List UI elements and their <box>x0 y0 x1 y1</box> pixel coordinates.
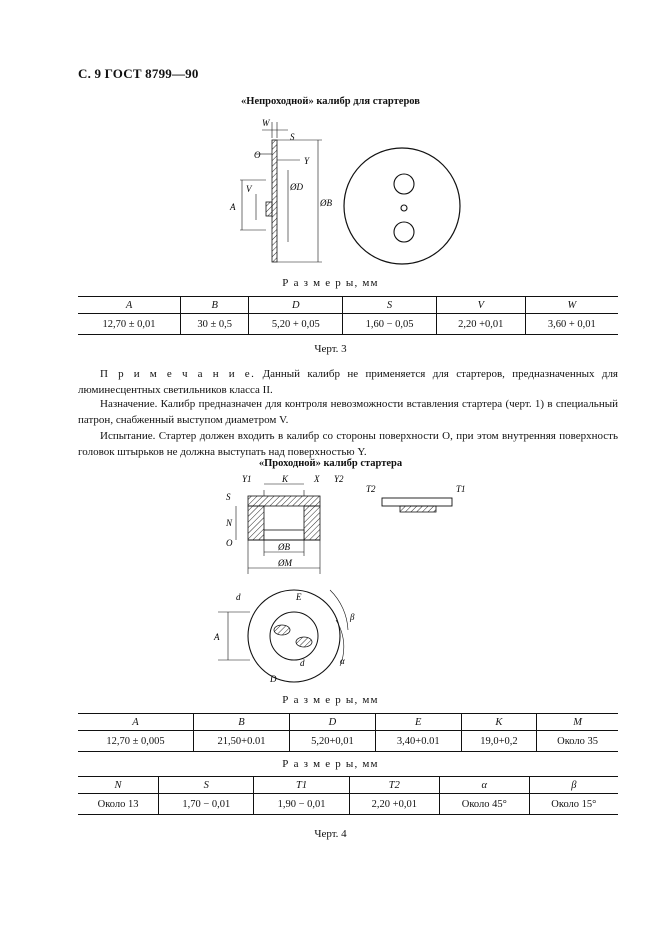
table-header: A <box>78 714 193 731</box>
table-cell: Около 45° <box>439 794 529 815</box>
table-cell: 5,20 + 0,05 <box>249 314 343 335</box>
table-cell: 1,70 − 0,01 <box>159 794 254 815</box>
figure-3-drawing <box>0 110 661 270</box>
table-cell: 12,70 ± 0,01 <box>78 314 181 335</box>
gauge2-dimensions-table-1 <box>78 713 618 752</box>
gauge2-right-wall <box>304 506 320 540</box>
fig4-label-n: N <box>226 518 233 528</box>
fig4-label-d1: d <box>236 592 241 602</box>
fig4-label-beta: β <box>350 612 355 622</box>
gauge2-caption: «Проходной» калибр стартера <box>258 458 403 469</box>
gauge2-top-plate <box>248 496 320 506</box>
table-cell: 2,20 +0,01 <box>436 314 525 335</box>
gauge1-caption: «Непроходной» калибр для стартеров <box>241 96 420 107</box>
table-header: E <box>375 714 461 731</box>
chert-4-label: Черт. 4 <box>314 828 347 840</box>
gauge2-dims-label-2: Р а з м е р ы, мм <box>282 758 379 770</box>
fig4-label-s: S <box>226 492 231 502</box>
fig4-label-m: ØM <box>278 558 292 568</box>
table-cell: Около 13 <box>78 794 159 815</box>
fig4-label-k: K <box>282 474 289 484</box>
note-paragraph <box>78 366 618 398</box>
gauge2-cavity <box>264 530 304 540</box>
table-header: N <box>78 777 159 794</box>
fig3-label-a: A <box>230 202 236 212</box>
fig3-label-d: ØD <box>290 182 303 192</box>
fig3-label-b: ØB <box>320 198 332 208</box>
table-cell: 19,0+0,2 <box>461 731 536 752</box>
fig4-label-y2: Y2 <box>334 474 344 484</box>
table-cell: 1,90 − 0,01 <box>254 794 349 815</box>
figure-4-drawing <box>0 470 661 690</box>
table-cell: Около 35 <box>537 731 618 752</box>
fig4-label-d-cap: D <box>270 674 277 684</box>
gauge1-dims-label: Р а з м е р ы, мм <box>282 277 379 289</box>
table-header: W <box>525 297 618 314</box>
table-header: T1 <box>254 777 349 794</box>
gauge2-side-slot <box>400 506 436 512</box>
fig3-label-w: W <box>262 118 270 128</box>
gauge2-left-wall <box>248 506 264 540</box>
note-lead: П р и м е ч а н и е. <box>100 368 256 380</box>
fig3-label-v: V <box>246 184 252 194</box>
fig4-label-t1: T1 <box>456 484 466 494</box>
table-header: A <box>78 297 181 314</box>
fig3-label-s: S <box>290 132 295 142</box>
gauge1-plate-section <box>272 140 277 262</box>
table-cell: 5,20+0,01 <box>290 731 376 752</box>
table-header: B <box>181 297 249 314</box>
table-cell: 12,70 ± 0,005 <box>78 731 193 752</box>
table-header: K <box>461 714 536 731</box>
table-cell: 1,60 − 0,05 <box>343 314 437 335</box>
table-header: T2 <box>349 777 439 794</box>
gauge2-dimensions-table-2 <box>78 776 618 815</box>
table-cell: 21,50+0.01 <box>193 731 289 752</box>
fig3-label-o: O <box>254 150 261 160</box>
table-header: V <box>436 297 525 314</box>
fig4-label-t2: T2 <box>366 484 376 494</box>
fig4-label-x: X <box>314 474 320 484</box>
table-cell: 3,40+0.01 <box>375 731 461 752</box>
table-header: S <box>159 777 254 794</box>
page-header: С. 9 ГОСТ 8799—90 <box>78 66 199 81</box>
gauge1-hole-bottom <box>394 222 414 242</box>
table-header: α <box>439 777 529 794</box>
fig4-label-e: E <box>296 592 302 602</box>
gauge1-pin-section <box>266 202 272 216</box>
gauge2-slot-right <box>296 637 312 647</box>
fig4-label-alpha: α <box>340 656 345 666</box>
gauge1-dimensions-table <box>78 296 618 335</box>
table-header: D <box>290 714 376 731</box>
table-cell: 2,20 +0,01 <box>349 794 439 815</box>
gauge2-side-plate <box>382 498 452 506</box>
table-header: D <box>249 297 343 314</box>
table-header: B <box>193 714 289 731</box>
fig4-label-o: O <box>226 538 233 548</box>
chert-3-label: Черт. 3 <box>314 343 347 355</box>
note-text: Данный калибр не применяется для стартеров, предназначенных для люминесцентных светильников класса II. <box>78 368 618 396</box>
gauge2-slot-left <box>274 625 290 635</box>
fig4-label-y1: Y1 <box>242 474 252 484</box>
fig4-label-a: A <box>214 632 220 642</box>
gauge1-pin-front <box>401 205 407 211</box>
fig4-label-d2: d <box>300 658 305 668</box>
gauge2-dims-label-1: Р а з м е р ы, мм <box>282 694 379 706</box>
table-header: S <box>343 297 437 314</box>
table-header: β <box>529 777 618 794</box>
gauge1-hole-top <box>394 174 414 194</box>
table-cell: 3,60 + 0,01 <box>525 314 618 335</box>
gauge2-front-inner <box>270 612 318 660</box>
fig4-label-b: ØB <box>278 542 290 552</box>
table-cell: Около 15° <box>529 794 618 815</box>
table-header: M <box>537 714 618 731</box>
test-paragraph: Испытание. Стартер должен входить в калибр со стороны поверхности O, при этом внутренняя поверхность головок штырьков не должна выступать над поверхностью Y. <box>78 430 618 458</box>
table-cell: 30 ± 0,5 <box>181 314 249 335</box>
purpose-paragraph: Назначение. Калибр предназначен для контроля невозможности вставления стартера (черт. 1) в специальный патрон, снабженный выступом диаметром V. <box>78 398 618 426</box>
fig3-label-y: Y <box>304 156 310 166</box>
